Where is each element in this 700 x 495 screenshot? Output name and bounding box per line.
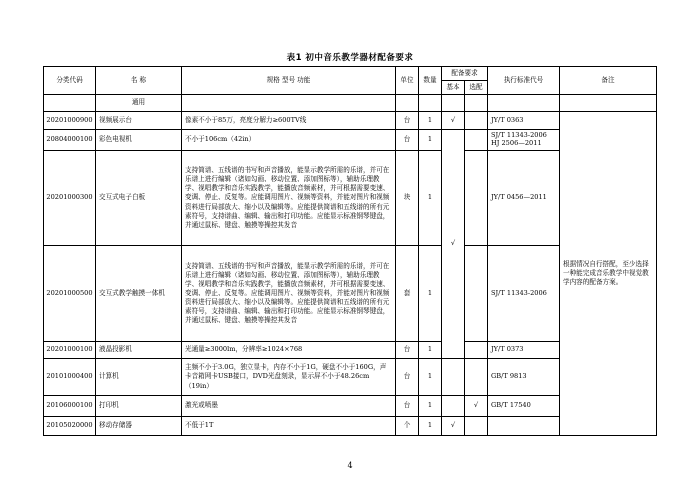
row-name: 打印机 — [96, 396, 182, 417]
row-unit: 个 — [396, 417, 419, 436]
row-spec: 不低于1T — [182, 417, 396, 436]
row-code: 20201000100 — [44, 342, 96, 359]
row-name: 视频展示台 — [96, 112, 182, 130]
header-optional: 选配 — [465, 81, 488, 95]
row-unit: 台 — [396, 359, 419, 396]
row-spec: 像素不小于85万，亮度分解力≥600TV线 — [182, 112, 396, 130]
row-spec: 主频不小于3.0G，独立显卡，内存不小于1G，硬盘不小于160G，声卡音箱网卡USB接口，DVD光盘刻录，显示屏不小于48.26cm（19in） — [182, 359, 396, 396]
row-standard: JY/T 0363 — [488, 112, 560, 130]
note-cell: 根据情况自行搭配，至少选择一种能完成音乐教学中视觉教学内容的配备方案。 — [560, 112, 657, 436]
header-unit: 单位 — [396, 67, 419, 95]
check-basic: √ — [442, 130, 465, 359]
section-row — [44, 95, 657, 112]
row-qty: 1 — [419, 396, 442, 417]
header-code: 分类代码 — [44, 67, 96, 95]
header-standard: 执行标准代号 — [488, 67, 560, 95]
row-unit: 台 — [396, 130, 419, 151]
header-note: 备注 — [560, 67, 657, 95]
row-standard: JY/T 0456—2011 — [488, 151, 560, 246]
row-unit: 套 — [396, 246, 419, 342]
row-standard — [488, 417, 560, 436]
row-standard: GB/T 9813 — [488, 359, 560, 396]
row-code: 20201000900 — [44, 112, 96, 130]
row-qty: 1 — [419, 151, 442, 246]
row-code: 20106000100 — [44, 396, 96, 417]
header-requirement: 配备要求 — [442, 67, 488, 81]
equipment-table — [43, 66, 657, 436]
row-qty: 1 — [419, 417, 442, 436]
row-spec: 不小于106cm（42in） — [182, 130, 396, 151]
row-code: 20201000500 — [44, 246, 96, 342]
row-code: 20105020000 — [44, 417, 96, 436]
header-basic: 基本 — [442, 81, 465, 95]
row-name: 移动存储器 — [96, 417, 182, 436]
row-code: 20804000100 — [44, 130, 96, 151]
row-unit: 块 — [396, 151, 419, 246]
header-qty: 数量 — [419, 67, 442, 95]
row-qty: 1 — [419, 342, 442, 359]
row-spec: 激光或喷墨 — [182, 396, 396, 417]
header-spec: 规格 型号 功能 — [182, 67, 396, 95]
row-qty: 1 — [419, 246, 442, 342]
table-row — [44, 112, 657, 130]
row-qty: 1 — [419, 112, 442, 130]
row-name: 计算机 — [96, 359, 182, 396]
row-name: 交互式教学触摸一体机 — [96, 246, 182, 342]
row-standard: GB/T 17540 — [488, 396, 560, 417]
row-unit: 台 — [396, 342, 419, 359]
row-code: 20201000300 — [44, 151, 96, 246]
row-qty: 1 — [419, 130, 442, 151]
page-number: 4 — [347, 461, 353, 470]
header-name: 名 称 — [96, 67, 182, 95]
row-unit: 台 — [396, 396, 419, 417]
section-label: 通用 — [96, 95, 182, 112]
row-qty: 1 — [419, 359, 442, 396]
row-standard: SJ/T 11343-2006 HJ 2506—2011 — [488, 130, 560, 151]
row-code: 20101000400 — [44, 359, 96, 396]
check-basic: √ — [442, 112, 465, 130]
row-standard: JY/T 0373 — [488, 342, 560, 359]
check-basic: √ — [442, 417, 465, 436]
row-name: 交互式电子白板 — [96, 151, 182, 246]
row-name: 彩色电视机 — [96, 130, 182, 151]
table-title: 表1 初中音乐教学器材配备要求 — [286, 53, 414, 63]
row-spec: 支持简谱、五线谱的书写和声音播放，能显示教学所需的乐谱，并可在乐谱上进行编辑（诸如勾画、移动位置、添加图标等），辅助乐理教学、视唱教学和音乐实践教学，能播放音频素材，并可根据需要变速、变调、停止、反复等。应能调用图片、视频等资料，并能对图片和视频资料进行局部放大、缩小以及编辑等。应能提供简谱和五线谱的所有元素符号，支持谱曲、编辑、输出和打印功能。应能显示标准钢琴键盘，并通过鼠标、键盘、触摸等操控其发音 — [182, 151, 396, 246]
row-spec: 支持简谱、五线谱的书写和声音播放，能显示教学所需的乐谱，并可在乐谱上进行编辑（诸如勾画、移动位置、添加图标等），辅助乐理教学、视唱教学和音乐实践教学，能播放音频素材，并可根据需要变速、变调、停止、反复等。应能调用图片、视频等资料，并能对图片和视频资料进行局部放大、缩小以及编辑等。应能提供简谱和五线谱的所有元素符号，支持谱曲、编辑、输出和打印功能。应能显示标准钢琴键盘，并通过鼠标、键盘、触摸等操控其发音 — [182, 246, 396, 342]
row-standard: SJ/T 11343-2006 — [488, 246, 560, 342]
check-optional: √ — [465, 396, 488, 417]
row-unit: 台 — [396, 112, 419, 130]
row-name: 液晶投影机 — [96, 342, 182, 359]
row-spec: 光通量≥3000lm，分辨率≥1024×768 — [182, 342, 396, 359]
